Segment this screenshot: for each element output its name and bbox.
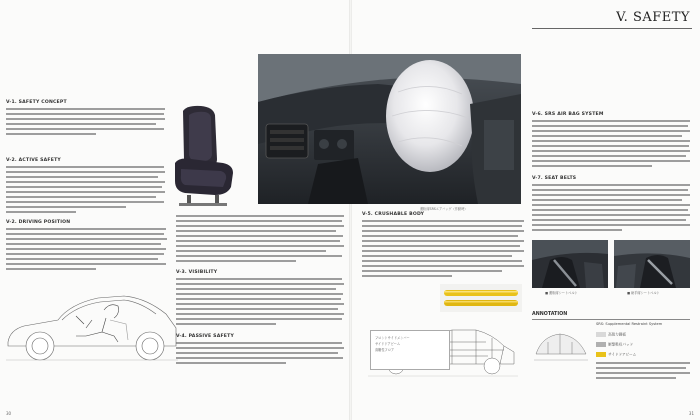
heading-active-safety: V-2. ACTIVE SAFETY [6, 158, 61, 163]
callout-item: サイドドアビーム [375, 342, 401, 346]
annotation-item [596, 322, 662, 326]
annotation-item-label: 高張力鋼板 [608, 332, 626, 337]
section-title: V. SAFETY [616, 10, 690, 25]
heading-passive-safety: V-4. PASSIVE SAFETY [176, 334, 234, 339]
driver-seat-belt-photo [532, 240, 608, 288]
folio-right: 31 [688, 411, 694, 416]
legend-swatch [596, 352, 606, 357]
structure-callout-box [370, 330, 450, 370]
heading-seat-belts: V-7. SEAT BELTS [532, 176, 577, 181]
legend-swatch [596, 332, 606, 337]
driving-position-drawing [6, 280, 178, 366]
heading-safety-concept: V-1. SAFETY CONCEPT [6, 100, 67, 105]
legend-swatch [596, 342, 606, 347]
folio-left: 30 [6, 411, 12, 416]
annotation-item [596, 342, 633, 348]
annotation-rule [532, 319, 690, 320]
annotation-item-label: サイドドアビーム [608, 352, 637, 357]
annotation-diagram [532, 324, 590, 368]
seat-photo [165, 103, 237, 211]
annotation-title: ANNOTATION [532, 312, 568, 317]
heading-air-bag-system: V-6. SRS AIR BAG SYSTEM [532, 112, 604, 117]
section-title-rule [532, 28, 692, 29]
heading-driving-position: V-2. DRIVING POSITION [6, 220, 71, 225]
annotation-item [596, 352, 636, 358]
passenger-seat-belt-photo [614, 240, 690, 288]
callout-item: 高剛性フロア [375, 348, 395, 352]
driver-belt-caption: ■ 運転席シートベルト [545, 291, 578, 295]
annotation-item-label: 衝撃吸収パッド [608, 342, 634, 347]
passenger-belt-caption: ■ 助手席シートベルト [627, 291, 660, 295]
callout-item: フロントサイドメンバー [375, 336, 410, 340]
heading-visibility: V-3. VISIBILITY [176, 270, 218, 275]
heading-crushable-body: V-5. CRUSHABLE BODY [362, 212, 425, 217]
side-beam-photo [440, 284, 522, 312]
annotation-item-label: SRS: Supplemental Restraint System [596, 322, 663, 326]
annotation-item [596, 332, 626, 338]
airbag-photo-caption: 運転席SRSエアバッグ（作動時） [420, 207, 468, 211]
airbag-photo [258, 54, 521, 204]
